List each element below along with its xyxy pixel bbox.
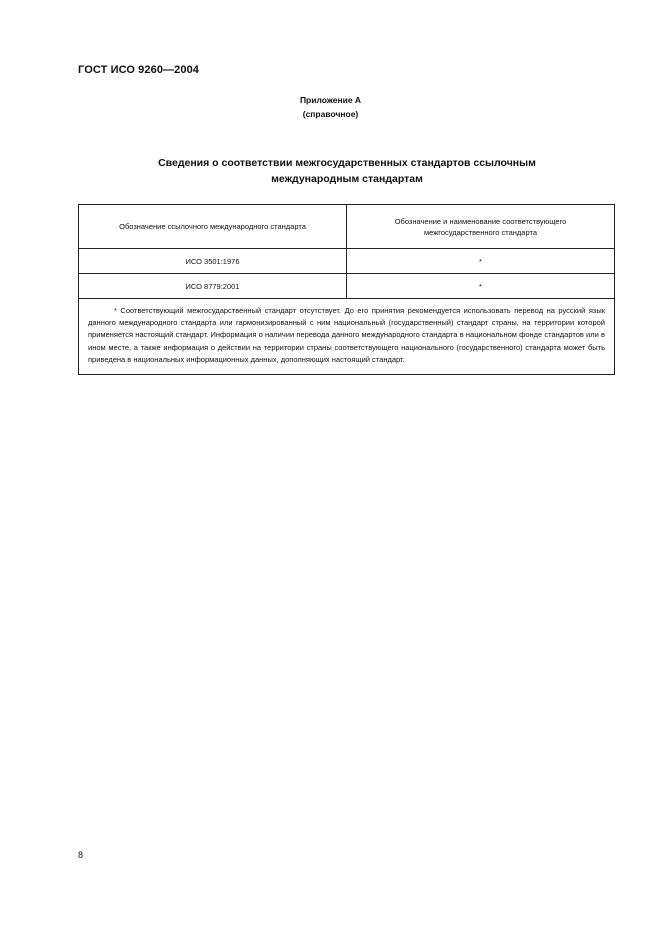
table-note-row	[79, 299, 615, 375]
header-col2-line2: межгосударственного стандарта	[424, 227, 537, 237]
appendix-type: (справочное)	[302, 109, 359, 119]
title-line-1: Сведения о соответствии межгосударственных стандартов ссылочным	[158, 157, 536, 169]
cell-international-ref: ИСО 8779:2001	[79, 274, 347, 299]
page-title	[80, 155, 614, 187]
title-line-2: международным стандартам	[271, 173, 423, 185]
footnote-text: * Соответствующий межгосударственный стандарт отсутствует. До его принятия рекомендуется использовать перевод на русский язык данного международного стандарта или гармонизированный с ним национальный (государственный) стандарт страны, на территории которой применяется настоящий стандарт. Информация о наличии перевода данного международного стандарта в национальном фонде стандартов или в ином месте, а также информация о действии на территории страны соответствующего национального (государственного) стандарта может быть приведена в национальных информационных данных, дополняющих настоящий стандарт.	[88, 306, 605, 364]
cell-international-ref: ИСО 3501:1976	[79, 249, 347, 274]
table-header-row	[79, 205, 615, 249]
header-col2-line1: Обозначение и наименование соответствующего	[394, 216, 567, 226]
cell-interstate-ref: *	[347, 249, 615, 274]
standards-correspondence-table	[78, 204, 615, 375]
page-number: 8	[78, 850, 84, 860]
header-international-standard: Обозначение ссылочного международного стандарта	[79, 205, 347, 249]
appendix-label: Приложение А	[299, 95, 362, 105]
cell-interstate-ref: *	[347, 274, 615, 299]
document-id: ГОСТ ИСО 9260—2004	[78, 64, 200, 76]
table-row	[79, 274, 615, 299]
table-footnote	[79, 299, 615, 375]
table-row	[79, 249, 615, 274]
header-interstate-standard	[347, 205, 615, 249]
